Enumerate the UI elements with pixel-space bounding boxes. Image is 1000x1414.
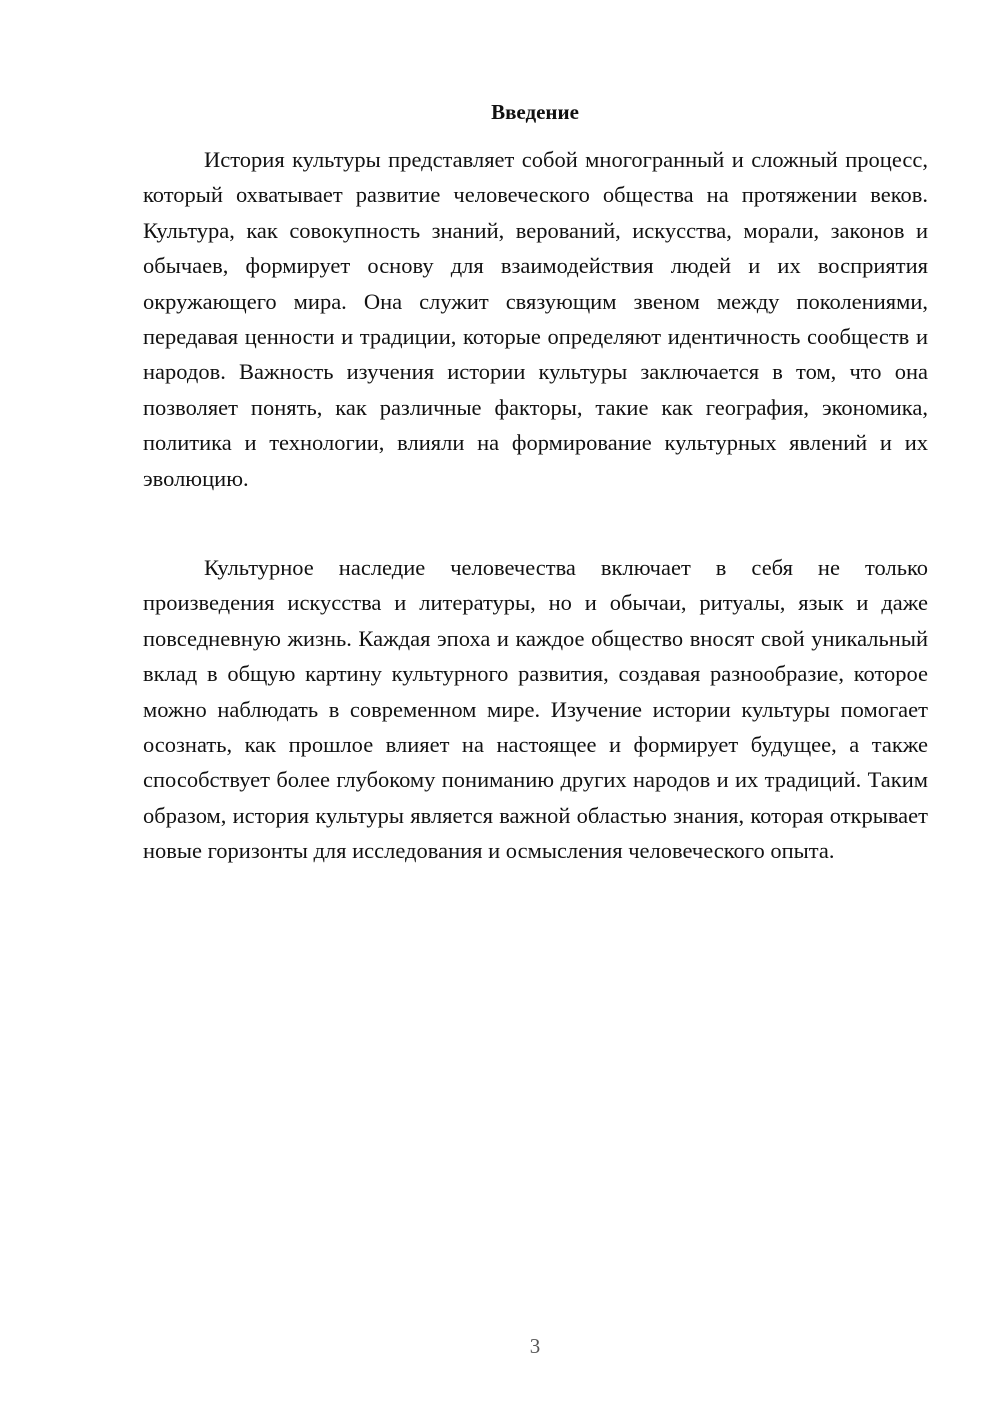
page-number: 3 [529, 1334, 541, 1358]
paragraph-2: Культурное наследие человечества включает в себя не только произведения искусства и литературы, но и обычаи, ритуалы, язык и даже повседневную жизнь. Каждая эпоха и каждое общество вносят свой уникальный вклад в общую картину культурного развития, создавая разнообразие, которое можно наблюдать в современном мире. Изучение истории культуры помогает осознать, как прошлое влияет на настоящее и формирует будущее, а также способствует более глубокому пониманию других народов и их традиций. Таким образом, история культуры является важной областью знания, которая открывает новые горизонты для исследования и осмысления человеческого опыта. [143, 555, 928, 864]
section-title: Введение [491, 100, 579, 124]
paragraph-1: История культуры представляет собой многогранный и сложный процесс, который охватывает развитие человеческого общества на протяжении веков. Культура, как совокупность знаний, верований, искусства, морали, законов и обычаев, формирует основу для взаимодействия людей и их восприятия окружающего мира. Она служит связующим звеном между поколениями, передавая ценности и традиции, которые определяют идентичность сообществ и народов. Важность изучения истории культуры заключается в том, что она позволяет понять, как различные факторы, такие как география, экономика, политика и технологии, влияли на формирование культурных явлений и их эволюцию. [143, 147, 928, 491]
